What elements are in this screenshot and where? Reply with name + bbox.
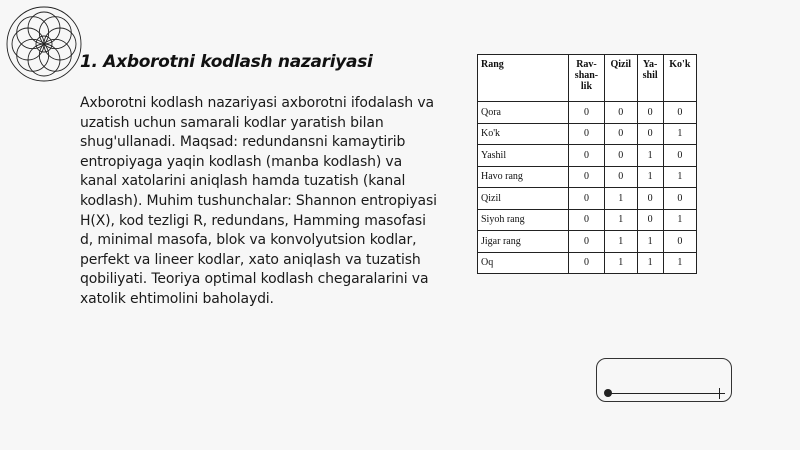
crosshair-icon[interactable] [714, 388, 725, 399]
table-cell-bit: 1 [637, 231, 663, 253]
header-blue: Ko'k [663, 55, 696, 102]
header-color-name: Rang [478, 55, 569, 102]
table-row [478, 188, 697, 210]
table-cell-color-name: Qora [478, 102, 569, 124]
table-cell-bit: 0 [604, 102, 637, 124]
table-row [478, 252, 697, 274]
header-brightness [569, 55, 605, 102]
table-cell-bit: 0 [663, 231, 696, 253]
table-row [478, 123, 697, 145]
table-cell-bit: 0 [569, 209, 605, 231]
table-cell-bit: 0 [569, 231, 605, 253]
media-scrubber[interactable] [596, 358, 732, 402]
table-row [478, 145, 697, 167]
slide-title: 1. Axborotni kodlash nazariyasi [80, 52, 373, 72]
table-row [478, 166, 697, 188]
table-cell-bit: 0 [663, 145, 696, 167]
table-cell-bit: 0 [663, 102, 696, 124]
table-row [478, 231, 697, 253]
table-cell-bit: 1 [637, 145, 663, 167]
header-green [637, 55, 663, 102]
table-cell-bit: 1 [604, 252, 637, 274]
table-cell-bit: 0 [663, 188, 696, 210]
table-cell-bit: 0 [569, 145, 605, 167]
table-cell-color-name: Jigar rang [478, 231, 569, 253]
table-cell-color-name: Oq [478, 252, 569, 274]
table-cell-color-name: Qizil [478, 188, 569, 210]
color-code-table [477, 54, 697, 274]
table-cell-bit: 1 [604, 231, 637, 253]
table-cell-color-name: Ko'k [478, 123, 569, 145]
table-row [478, 209, 697, 231]
table-cell-bit: 0 [637, 123, 663, 145]
rosette-logo-icon [4, 4, 84, 84]
table-cell-bit: 0 [569, 252, 605, 274]
table-cell-color-name: Siyoh rang [478, 209, 569, 231]
table-header-row [478, 55, 697, 102]
table-cell-bit: 0 [637, 209, 663, 231]
playhead-dot-icon[interactable] [604, 389, 612, 397]
header-red: Qizil [604, 55, 637, 102]
table-cell-bit: 0 [637, 188, 663, 210]
table-cell-bit: 1 [637, 252, 663, 274]
table-cell-bit: 0 [569, 188, 605, 210]
table-cell-bit: 0 [569, 123, 605, 145]
table-cell-color-name: Havo rang [478, 166, 569, 188]
table-cell-bit: 0 [604, 166, 637, 188]
table-cell-bit: 0 [569, 102, 605, 124]
slide-body-text: Axborotni kodlash nazariyasi axborotni ifodalash va uzatish uchun samarali kodlar yaratish bilan shug'ullanadi. Maqsad: redundansni kamaytirib entropiyaga yaqin kodlash (manba kodlash) va kanal xatolarini aniqlash hamda tuzatish (kanal kodlash). Muhim tushunchalar: Shannon entropiyasi H(X), kod tezligi R, redundans, Hamming masofasi d, minimal masofa, blok va konvolyutsion kodlar, perfekt va lineer kodlar, xato aniqlash va tuzatish qobiliyati. Teoriya optimal kodlash chegaralarini va xatolik ehtimolini baholaydi. [80, 95, 437, 307]
table-cell-bit: 0 [569, 166, 605, 188]
table-row [478, 102, 697, 124]
scrubber-track[interactable] [608, 393, 719, 394]
table-cell-bit: 1 [663, 166, 696, 188]
table-cell-bit: 1 [604, 209, 637, 231]
color-code-table-container [477, 54, 697, 274]
table-cell-bit: 1 [663, 123, 696, 145]
table-cell-bit: 0 [604, 145, 637, 167]
header-green-line: Ya- shil [642, 59, 658, 81]
table-cell-bit: 1 [604, 188, 637, 210]
table-cell-bit: 0 [604, 123, 637, 145]
header-brightness-line: Rav- shan- lik [574, 59, 599, 92]
table-cell-color-name: Yashil [478, 145, 569, 167]
table-cell-bit: 1 [637, 166, 663, 188]
table-cell-bit: 1 [663, 209, 696, 231]
table-cell-bit: 0 [637, 102, 663, 124]
table-body [478, 102, 697, 274]
table-cell-bit: 1 [663, 252, 696, 274]
